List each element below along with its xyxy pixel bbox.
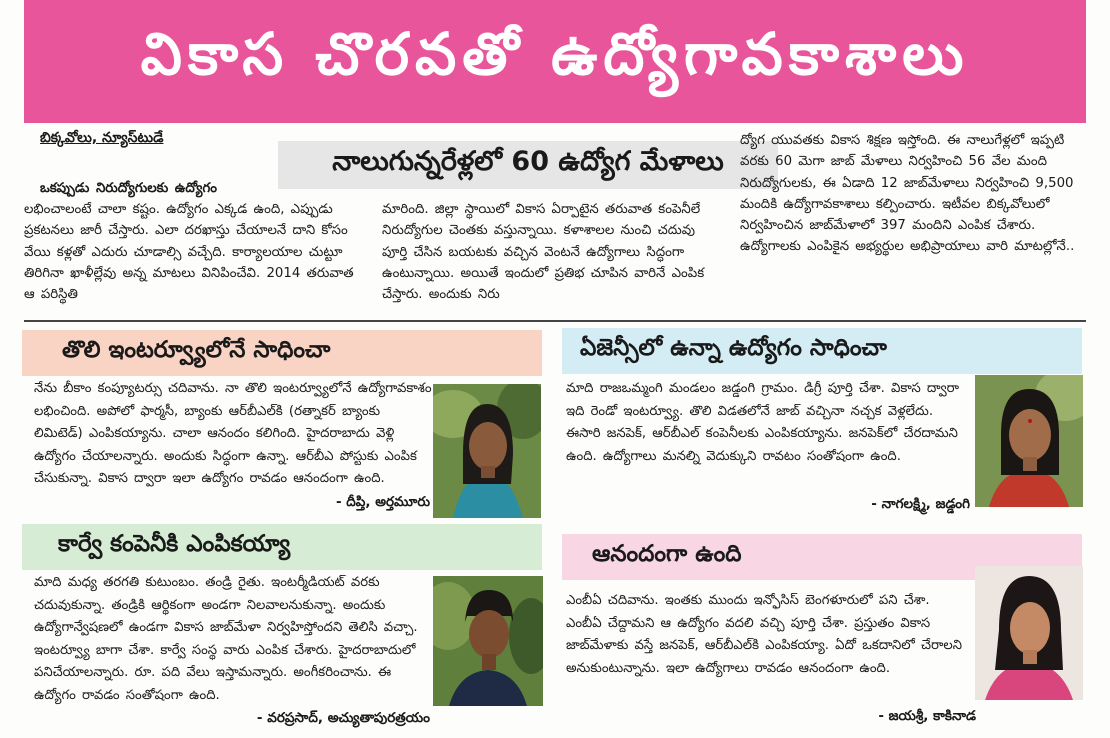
- story-3-title: కార్వే కంపెనీకి ఎంపికయ్యా: [22, 524, 542, 570]
- story-2-text: మాది రాజఒమ్మంగి మండలం జడ్డంగి గ్రామం. డిగ్రీ పూర్తి చేశా. వికాస ద్వారా ఇది రెండో ఇంటర్వ్యూ. తొలి విడతలోనే జాబ్ వచ్చినా నచ్చక వెళ్లలేదు. ఈసారి జనపెక్, ఆర్‌బీఎల్ కంపెనీలకు ఎంపికయ్యాను. జనపెక్‌లో చేరదామని ఉంది. ఉద్యోగాలు మనల్ని వెదుక్కుని రావటం సంతోషంగా ఉంది.: [566, 381, 960, 464]
- story-1-title: తొలి ఇంటర్వ్యూలోనే సాధించా: [22, 330, 542, 376]
- story-2-signature: - నాగలక్ష్మి, జడ్డంగి: [871, 496, 970, 512]
- story-2-body: [566, 378, 966, 468]
- dateline: బిక్కవోలు, న్యూస్‌టుడే: [40, 130, 164, 146]
- portrait-photo-1: [433, 384, 541, 518]
- intro-col2-text: మారింది. జిల్లా స్థాయిలో వికాస ఏర్పాటైన తరువాత కంపెనీలే నిరుద్యోగుల చెంతకు వస్తున్నాయి. కళాశాలల నుంచి చదువు పూర్తి చేసిన బయటకు వచ్చిన వెంటనే ఉద్యోగాలు సిద్ధంగా ఉంటున్నాయి. అయితే ఇందులో ప్రతిభ చూపిన వారినే ఎంపిక చేస్తారు. అందుకు నిరు: [382, 202, 705, 303]
- story-1-body: [34, 378, 434, 491]
- portrait-photo-3: [433, 576, 543, 706]
- headline: వికాస చొరవతో ఉద్యోగావకాశాలు: [140, 20, 970, 88]
- section-divider: [24, 320, 1086, 322]
- story-3-body: [34, 572, 434, 708]
- story-3-text: మాది మధ్య తరగతి కుటుంబం. తండ్రి రైతు. ఇంటర్మీడియట్ వరకు చదువుకున్నా. తండ్రికి ఆర్థికంగా అండగా నిలవాలనుకున్నా. అందుకు ఉద్యోగాన్వేషణలో ఉండగా వికాస జాబ్‌మేళా నిర్వహిస్తోందని తెలిసి వచ్చా. ఇంటర్వ్యూ బాగా చేశా. కార్వే సంస్థ వారు ఎంపిక చేశారు. హైదరాబాదులో పనిచేయాలన్నారు. రూ. పది వేలు ఇస్తామన్నారు. అంగీకరించాను. ఈ ఉద్యోగం రావడం సంతోషంగా ఉంది.: [34, 575, 418, 703]
- intro-col3-text: ద్యోగ యువతకు వికాస శిక్షణ ఇస్తోంది. ఈ నాలుగేళ్లలో ఇప్పటి వరకు 60 మెగా జాబ్ మేళాలు నిర్వహించి 56 వేల మంది నిరుద్యోగులకు, ఈ ఏడాది 12 జాబ్‌మేళాలు నిర్వహించి 9,500 మందికి ఉద్యోగావకాశాలు కల్పించారు. ఇటీవల బిక్కవోలులో నిర్వహించిన జాబ్‌మేళాలో 397 మందిని ఎంపిక చేశారు. ఉద్యోగాలకు ఎంపికైన అభ్యర్థుల అభిప్రాయాలు వారి మాటల్లోనే..: [740, 133, 1075, 255]
- story-1-signature: - దీప్తి, అర్తమూరు: [335, 494, 430, 510]
- intro-column-2: [382, 199, 726, 305]
- story-2-title: ఏజెన్సీలో ఉన్నా ఉద్యోగం సాధించా: [562, 328, 1082, 374]
- story-4-signature: - జయశ్రీ, కాకినాడ: [878, 708, 976, 724]
- intro-column-1-body: [24, 199, 370, 305]
- story-4-body: [566, 590, 966, 680]
- intro-lead: ఒకప్పుడు నిరుద్యోగులకు ఉద్యోగం: [40, 181, 217, 196]
- portrait-photo-4: [975, 566, 1083, 700]
- intro-col1-text: లభించాలంటే చాలా కష్టం. ఉద్యోగం ఎక్కడ ఉంది, ఎప్పుడు ప్రకటనలు జారీ చేస్తారు. ఎలా దరఖాస్తు చేయాలనే దాని కోసం వేయి కళ్లతో ఎదురు చూడాల్సి వచ్చేది. కార్యాలయాల చుట్టూ తిరిగినా ఖాళీల్లేవు అన్న మాటలు వినిపించేవి. 2014 తరువాత ఆ పరిస్థితి: [24, 202, 354, 303]
- story-1-text: నేను బీకాం కంప్యూటర్సు చదివాను. నా తొలి ఇంటర్వ్యూలోనే ఉద్యోగావకాశం లభించింది. అపోలో ఫార్మసీ, బ్యాంకు ఆర్‌బీఎల్‌కి (రత్నాకర్ బ్యాంకు లిమిటెడ్) ఎంపికయ్యాను. చాలా ఆనందం కలిగింది. హైదరాబాదు వెళ్లి ఉద్యోగం చేయాలన్నారు. అందుకు సిద్ధంగా ఉన్నా. ఆర్‌బీఎ పోస్టుకు ఎంపిక చేసుకున్నా. వికాస ద్వారా ఇలా ఉద్యోగం రావడం ఆనందంగా ఉంది.: [34, 381, 432, 487]
- intro-column-3: [740, 130, 1082, 258]
- portrait-photo-2: [975, 375, 1083, 507]
- story-4-text: ఎంబీఏ చదివాను. ఇంతకు ముందు ఇన్ఫోసిస్ బెంగళూరులో పని చేశా. ఎంబీఏ చేద్దామని ఆ ఉద్యోగం వదలి వచ్చి పూర్తి చేశా. ప్రస్తుతం వికాస జాబ్‌మేళాకు వస్తే జనపెక్, ఆర్‌బీఎల్‌కి ఎంపికయ్యా. ఏదో ఒకదానిలో చేరాలని అనుకుంటున్నాను. ఇలా ఉద్యోగాలు రావడం ఆనందంగా ఉంది.: [566, 593, 963, 676]
- story-3-signature: - వరప్రసాద్, అచ్యుతాపురత్రయం: [256, 710, 430, 726]
- subheadline: నాలుగున్నరేళ్లలో 60 ఉద్యోగ మేళాలు: [278, 141, 778, 189]
- intro-column-1: [40, 178, 274, 199]
- story-4-title: ఆనందంగా ఉంది: [562, 534, 1082, 580]
